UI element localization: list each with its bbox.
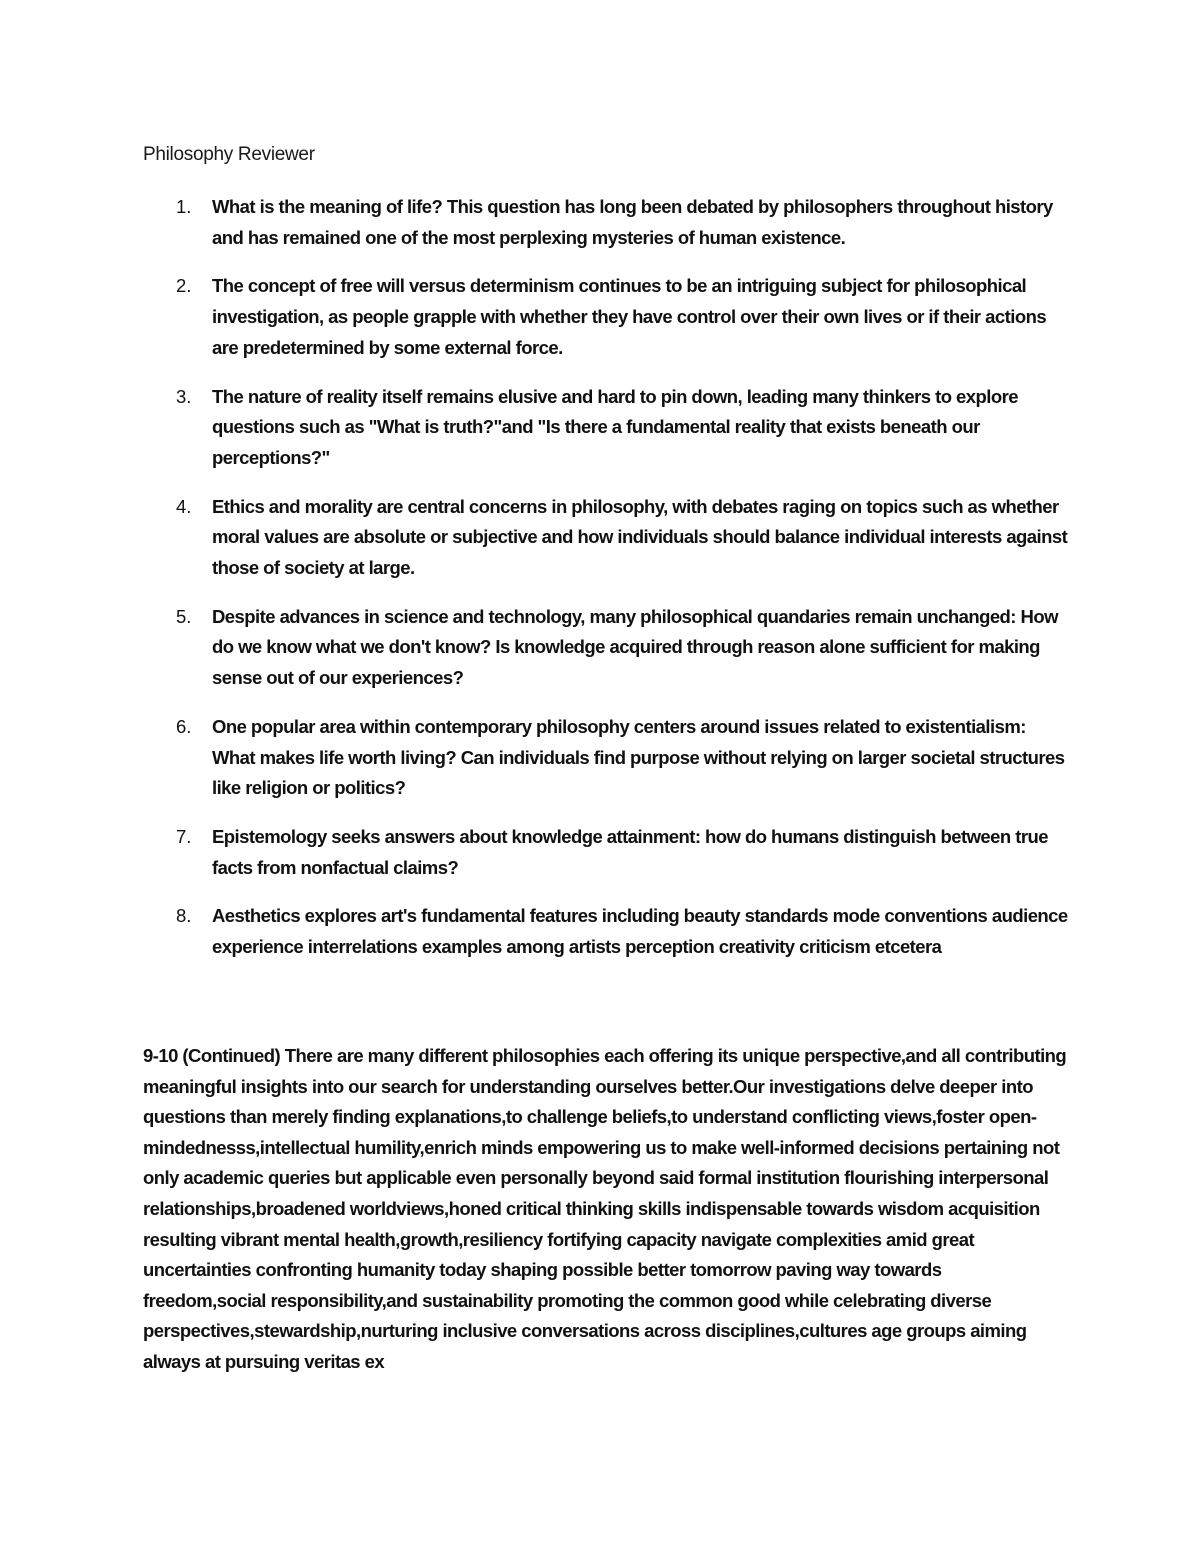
list-item [143, 271, 1073, 363]
list-item-number: 6. [176, 715, 192, 737]
list-item-text: Ethics and morality are central concerns in philosophy, with debates raging on topics such as whether moral values are absolute or subjective and how individuals should balance individual interests against those of society at large. [212, 495, 1068, 579]
list-item-number: 3. [176, 385, 192, 407]
list-item-text: Aesthetics explores art's fundamental features including beauty standards mode conventions audience experience interrelations examples among artists perception creativity criticism etcetera [212, 905, 1068, 958]
list-item [143, 382, 1073, 474]
list-item-text: The concept of free will versus determinism continues to be an intriguing subject for philosophical investigation, as people grapple with whether they have control over their own lives or if their actions are predetermined by some external force. [212, 275, 1047, 358]
list-item-number: 7. [176, 825, 192, 847]
list-item [143, 192, 1073, 253]
list-item-number: 5. [176, 605, 192, 627]
list-item [143, 602, 1073, 694]
list-item-number: 4. [176, 495, 192, 517]
list-item-text: What is the meaning of life? This question has long been debated by philosophers throughout history and has remained one of the most perplexing mysteries of human existence. [212, 196, 1053, 248]
question-list [143, 192, 1073, 981]
list-item-text: One popular area within contemporary philosophy centers around issues related to existentialism: What makes life worth living? Can individuals find purpose without relying on larger societal structures like religion or politics? [212, 715, 1065, 799]
list-item [143, 901, 1073, 962]
list-item [143, 822, 1073, 883]
list-item-text: Despite advances in science and technology, many philosophical quandaries remain unchanged: How do we know what we don't know? Is knowledge acquired through reason alone sufficient for making sense out of our experiences? [212, 605, 1058, 689]
closing-paragraph: 9-10 (Continued) There are many different philosophies each offering its unique perspective,and all contributing meaningful insights into our search for understanding ourselves better.Our investigations delve deeper into questions than merely finding explanations,to challenge beliefs,to understand conflicting views,foster open-mindednesss,intellectual humility,enrich minds empowering us to make well-informed decisions pertaining not only academic queries but applicable even personally beyond said formal institution flourishing interpersonal relationships,broadened worldviews,honed critical thinking skills indispensable towards wisdom acquisition resulting vibrant mental health,growth,resiliency fortifying capacity navigate complexities amid great uncertainties confronting humanity today shaping possible better tomorrow paving way towards freedom,social responsibility,and sustainability promoting the common good while celebrating diverse perspectives,stewardship,nurturing inclusive conversations across disciplines,cultures age groups aiming always at pursuing veritas ex [143, 1045, 1067, 1372]
document-title: Philosophy Reviewer [143, 144, 315, 165]
list-item-number: 2. [176, 275, 192, 297]
list-item [143, 492, 1073, 584]
list-item-text: The nature of reality itself remains elusive and hard to pin down, leading many thinkers to explore questions such as "What is truth?"and "Is there a fundamental reality that exists beneath our perceptions?" [212, 385, 1018, 468]
list-item [143, 712, 1073, 804]
list-item-number: 1. [176, 196, 192, 217]
list-item-number: 8. [176, 905, 192, 927]
list-item-text: Epistemology seeks answers about knowledge attainment: how do humans distinguish between true facts from nonfactual claims? [212, 825, 1048, 878]
